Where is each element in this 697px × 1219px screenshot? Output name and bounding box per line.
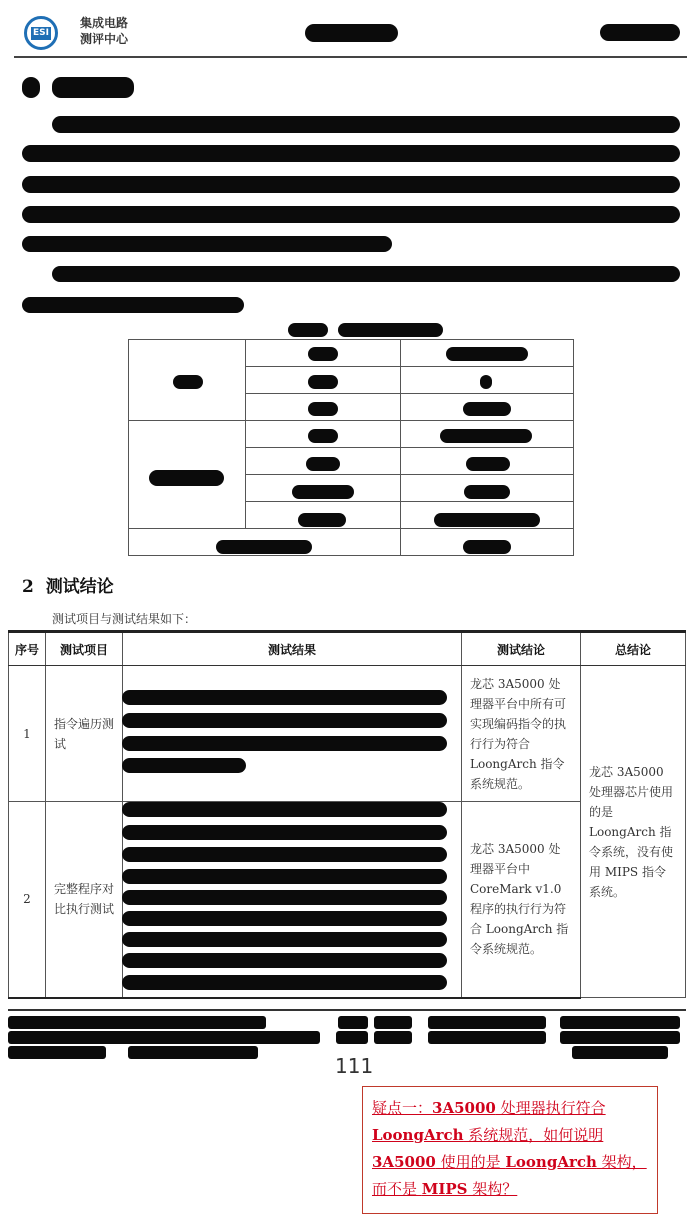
redaction: [122, 890, 447, 905]
redaction: [22, 297, 244, 313]
redaction: [440, 429, 532, 443]
redaction: [22, 176, 680, 193]
col-header-conclusion: 测试结论: [462, 632, 581, 666]
redaction: [600, 24, 680, 41]
redaction: [122, 953, 447, 968]
table-row: [9, 666, 686, 802]
col-header-result: 测试结果: [123, 632, 462, 666]
row-item: 完整程序对比执行测试: [46, 802, 123, 998]
redaction: [374, 1016, 412, 1029]
redaction: [22, 145, 680, 162]
redaction: [149, 470, 224, 486]
col-header-item: 测试项目: [46, 632, 123, 666]
redaction: [122, 911, 447, 926]
redaction: [52, 116, 680, 133]
redaction: [22, 206, 680, 223]
col-header-overall: 总结论: [581, 632, 686, 666]
redaction: [463, 540, 511, 554]
annotation-text: 疑点一：3A5000 处理器执行符合 LoongArch 系统规范，如何说明 3A5000 使用的是 LoongArch 架构，而不是 MIPS 架构？: [372, 1099, 647, 1198]
redaction: [8, 1016, 266, 1029]
section-title: 测试结论: [45, 577, 114, 597]
col-header-seq: 序号: [9, 632, 46, 666]
redaction: [216, 540, 312, 554]
redaction: [560, 1016, 680, 1029]
redaction: [292, 485, 354, 499]
redaction: [428, 1016, 546, 1029]
redaction: [434, 513, 540, 527]
org-name-line1: 集成电路: [80, 16, 129, 30]
redaction: [122, 975, 447, 990]
redaction: [305, 24, 398, 42]
row-result-redacted: [123, 666, 462, 802]
question-annotation: [362, 1086, 658, 1214]
table-header-row: [9, 632, 686, 666]
redaction: [308, 347, 338, 361]
redaction: [122, 758, 246, 773]
redaction: [122, 736, 447, 751]
redaction: [173, 375, 203, 389]
redaction: [128, 1046, 258, 1059]
esi-logo: [24, 16, 58, 50]
redaction: [8, 1031, 320, 1044]
redaction: [480, 375, 492, 389]
redaction: [446, 347, 528, 361]
redaction: [306, 457, 340, 471]
redaction: [572, 1046, 668, 1059]
redaction: [336, 1031, 368, 1044]
org-name: [80, 15, 128, 47]
row-seq: 1: [9, 666, 46, 802]
redaction: [466, 457, 510, 471]
overall-conclusion: 龙芯 3A5000 处理器芯片使用的是 LoongArch 指令系统，没有使用 MIPS 指令系统。: [581, 666, 686, 998]
redaction: [22, 236, 392, 252]
redaction: [298, 513, 346, 527]
redaction: [338, 323, 443, 337]
redaction: [338, 1016, 368, 1029]
org-name-line2: 测评中心: [80, 32, 129, 46]
redaction: [8, 1046, 106, 1059]
redaction: [308, 402, 338, 416]
header-divider: [14, 56, 687, 58]
redaction: [560, 1031, 680, 1044]
redaction: [52, 266, 680, 282]
row-seq: 2: [9, 802, 46, 998]
redaction: [464, 485, 510, 499]
redaction: [52, 77, 134, 98]
redaction: [122, 825, 447, 840]
row-item: 指令遍历测试: [46, 666, 123, 802]
redaction: [22, 77, 40, 98]
redaction: [122, 932, 447, 947]
redaction: [122, 847, 447, 862]
row-conclusion: 龙芯 3A5000 处理器平台中 CoreMark v1.0 程序的执行行为符合 LoongArch 指令系统规范。: [462, 802, 581, 998]
redaction: [122, 802, 447, 817]
section-intro: 测试项目与测试结果如下：: [52, 612, 197, 626]
redaction: [463, 402, 511, 416]
redaction: [122, 869, 447, 884]
section-heading: [22, 572, 114, 597]
redaction: [374, 1031, 412, 1044]
redaction: [122, 713, 447, 728]
row-conclusion: 龙芯 3A5000 处理器平台中所有可实现编码指令的执行行为符合 LoongArch 指令系统规范。: [462, 666, 581, 802]
footer-divider: [8, 1009, 686, 1011]
redaction: [428, 1031, 546, 1044]
redaction: [308, 375, 338, 389]
section-number: 2: [22, 577, 34, 597]
redaction: [288, 323, 328, 337]
page-number: 111: [335, 1054, 374, 1078]
redaction: [308, 429, 338, 443]
redaction: [122, 690, 447, 705]
logo-text: ESI: [31, 27, 51, 40]
